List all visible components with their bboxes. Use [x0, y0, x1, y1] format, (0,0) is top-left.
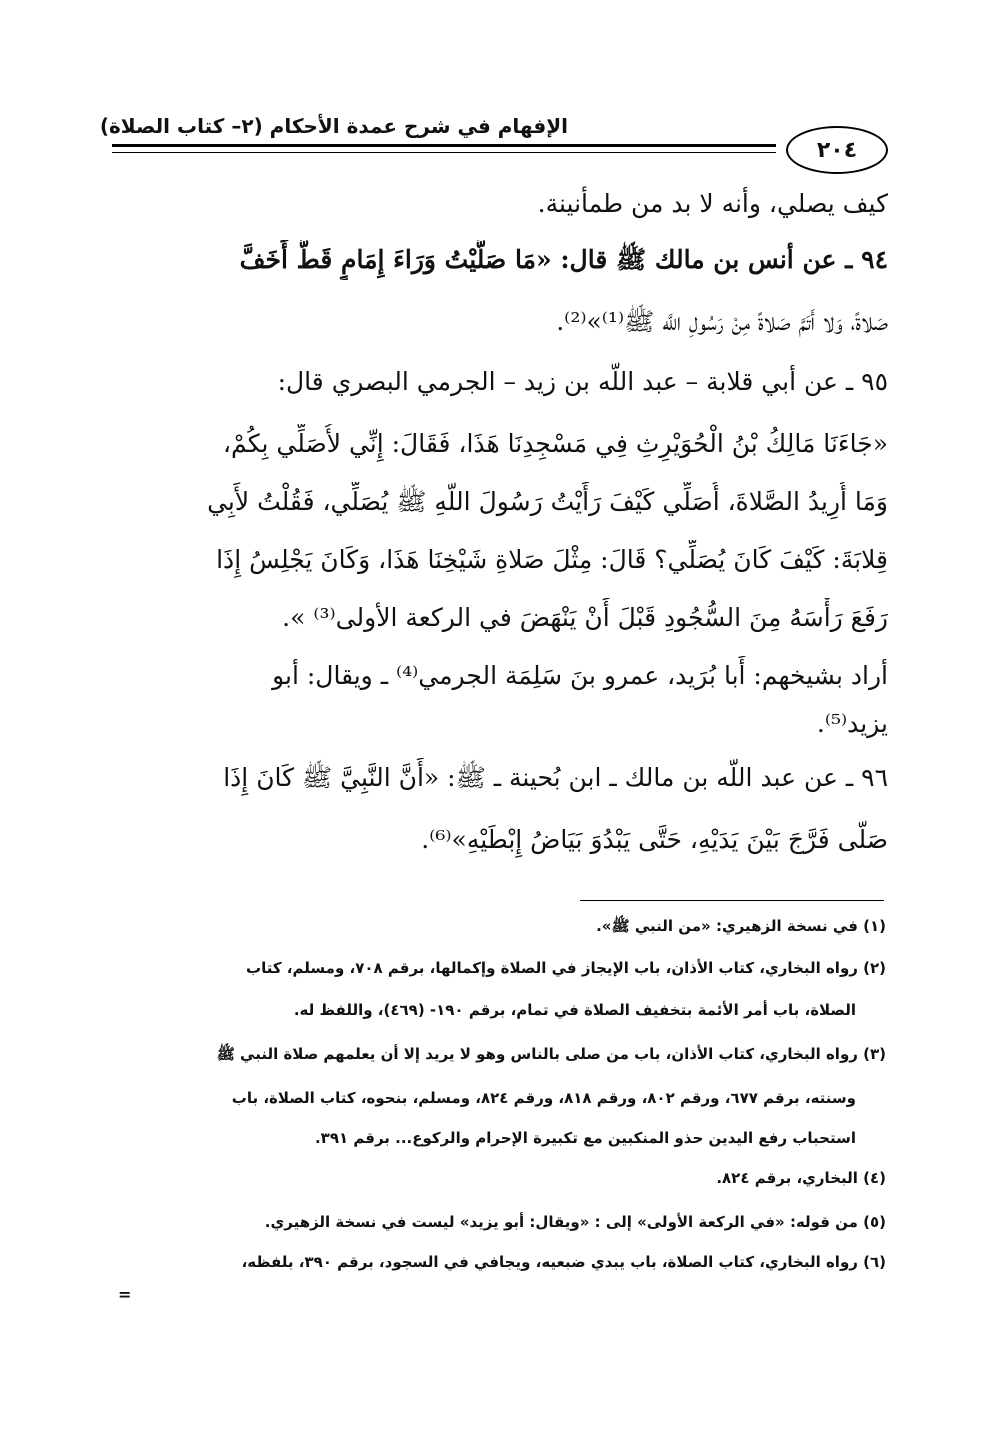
- hadith-96-line: ٩٦ ـ عن عبد اللَّه بن مالك ـ ابن بُحينة ـ ﷺ: «أَنَّ النَّبِيَّ ﷺ كَانَ إِذَا: [223, 763, 888, 792]
- footnote-3: (٣) رواه البخاري، كتاب الأذان، باب من صلى بالناس وهو لا يريد إلا أن يعلمهم صلاة النبي ﷺ: [216, 1045, 886, 1063]
- page-header: [99, 108, 888, 188]
- running-title: الإفهام في شرح عمدة الأحكام (٢– كتاب الصلاة): [99, 114, 568, 138]
- footnote-separator: [580, 900, 884, 901]
- text-line: كيف يصلي، وأنه لا بد من طمأنينة.: [537, 189, 888, 218]
- header-rule-thin: [112, 152, 776, 153]
- main-text: [112, 184, 888, 874]
- text-line: وَمَا أُرِيدُ الصَّلاةَ، أُصَلِّي كَيْفَ رَأَيْتُ رَسُولَ اللَّهِ ﷺ يُصَلِّي، فَقُلْتُ لأَبِي: [207, 487, 888, 516]
- text-line: «جَاءَنَا مَالِكُ بْنُ الْحُوَيْرِثِ فِي مَسْجِدِنَا هَذَا، فَقَالَ: إِنِّي لأُصَلِّي بِكُمْ،: [222, 429, 888, 458]
- continuation-mark: =: [118, 1285, 132, 1304]
- footnote-4: (٤) البخاري، برقم ٨٢٤.: [716, 1169, 886, 1187]
- text-line: قِلابَةَ: كَيْفَ كَانَ يُصَلِّي؟ قَالَ: مِثْلَ صَلاةِ شَيْخِنَا هَذَا، وَكَانَ يَجْلِسُ إِذَا: [216, 545, 888, 574]
- footnote-2: (٢) رواه البخاري، كتاب الأذان، باب الإيجاز في الصلاة وإكمالها، برقم ٧٠٨، ومسلم، كتاب: [246, 959, 886, 977]
- footnote-6: (٦) رواه البخاري، كتاب الصلاة، باب يبدي ضبعيه، ويجافي في السجود، برقم ٣٩٠، بلفظه،: [241, 1253, 886, 1271]
- hadith-95-line: ٩٥ ـ عن أبي قلابة – عبد اللَّه بن زيد – الجرمي البصري قال:: [277, 367, 888, 396]
- footnote-3-cont: استحباب رفع اليدين حذو المنكبين مع تكبيرة الإحرام والركوع... برقم ٣٩١.: [314, 1129, 856, 1147]
- text-line: صَلَّى فَرَّجَ بَيْنَ يَدَيْهِ، حَتَّى يَبْدُوَ بَيَاضُ إِبْطَيْهِ»⁽⁶⁾.: [421, 825, 888, 854]
- footnote-5: (٥) من قوله: «في الركعة الأولى» إلى : «ويقال: أبو يزيد» ليست في نسخة الزهيري.: [264, 1213, 886, 1231]
- footnote-2-cont: الصلاة، باب أمر الأئمة بتخفيف الصلاة في تمام، برقم ١٩٠- (٤٦٩)، واللفظ له.: [293, 1001, 856, 1019]
- footnote-3-cont: وسنته، برقم ٦٧٧، ورقم ٨٠٢، ورقم ٨١٨، ورقم ٨٢٤، ومسلم، بنحوه، كتاب الصلاة، باب: [231, 1089, 856, 1107]
- text-line: صَلاةً، وَلا أَتَمَّ صَلاةً مِنْ رَسُولِ اللَّه ﷺ⁽¹⁾»⁽²⁾.: [556, 307, 888, 336]
- text-line: رَفَعَ رَأْسَهُ مِنَ السُّجُودِ قَبْلَ أَنْ يَنْهَضَ في الركعة الأولى⁽³⁾ ».: [282, 603, 888, 632]
- text-line: أراد بشيخهم: أَبا بُرَيد، عمرو بنَ سَلِمَة الجرمي⁽⁴⁾ ـ ويقال: أبو: [272, 661, 888, 690]
- page-number: ٢٠٤: [786, 126, 888, 174]
- header-rule: [112, 144, 776, 147]
- hadith-94-line: ٩٤ ـ عن أنس بن مالك ﷺ قال: «مَا صَلَّيْتُ وَرَاءَ إِمَامٍ قَطُّ أَخَفَّ: [239, 245, 888, 274]
- text-line: يزيد⁽⁵⁾.: [816, 709, 888, 738]
- footnote-1: (١) في نسخة الزهيري: «من النبي ﷺ».: [596, 917, 886, 935]
